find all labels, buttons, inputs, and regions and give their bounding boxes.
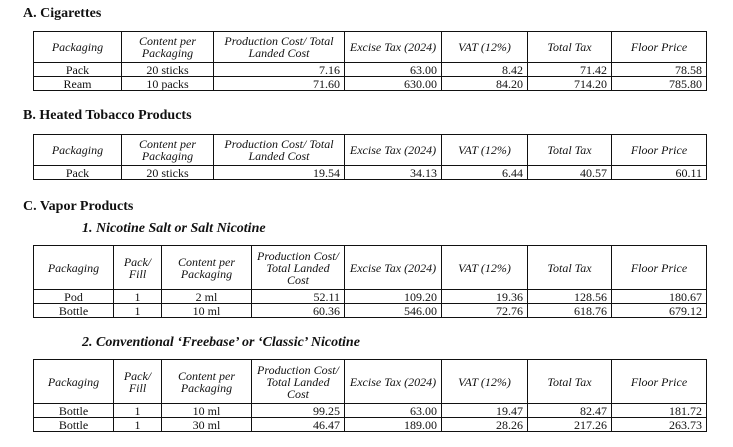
header-production-cost: Production Cost/ Total Landed Cost <box>214 32 345 63</box>
header-content-per-packaging: Content per Packaging <box>162 246 252 290</box>
cell-vat: 6.44 <box>442 166 528 180</box>
header-packaging: Packaging <box>34 360 114 404</box>
header-total-tax: Total Tax <box>528 32 612 63</box>
cell-vat: 84.20 <box>442 77 528 91</box>
table-row <box>34 404 707 418</box>
cell-content: 10 ml <box>162 304 252 318</box>
cell-floor-price: 180.67 <box>612 290 707 304</box>
header-packaging: Packaging <box>34 135 122 166</box>
cell-packaging: Bottle <box>34 304 114 318</box>
cell-vat: 8.42 <box>442 63 528 77</box>
cell-packaging: Pack <box>34 63 122 77</box>
cigarettes-table <box>33 31 707 91</box>
cell-floor-price: 679.12 <box>612 304 707 318</box>
cell-production-cost: 60.36 <box>252 304 345 318</box>
cell-packaging: Ream <box>34 77 122 91</box>
cell-excise-tax: 189.00 <box>345 418 442 432</box>
cell-vat: 28.26 <box>442 418 528 432</box>
cell-pack-fill: 1 <box>114 418 162 432</box>
table-row <box>34 77 707 91</box>
cell-total-tax: 71.42 <box>528 63 612 77</box>
cell-packaging: Bottle <box>34 418 114 432</box>
cell-content: 30 ml <box>162 418 252 432</box>
section-c-heading: C. Vapor Products <box>23 199 134 214</box>
nicotine-salt-table <box>33 245 707 318</box>
table-row <box>34 290 707 304</box>
header-vat: VAT (12%) <box>442 32 528 63</box>
section-b-heading: B. Heated Tobacco Products <box>23 108 192 123</box>
header-content-per-packaging: Content per Packaging <box>122 135 214 166</box>
header-production-cost: Production Cost/ Total Landed Cost <box>252 360 345 404</box>
cell-total-tax: 128.56 <box>528 290 612 304</box>
cell-total-tax: 40.57 <box>528 166 612 180</box>
cell-total-tax: 82.47 <box>528 404 612 418</box>
cell-packaging: Pack <box>34 166 122 180</box>
table-row <box>34 166 707 180</box>
cell-production-cost: 19.54 <box>214 166 345 180</box>
cell-floor-price: 78.58 <box>612 63 707 77</box>
header-floor-price: Floor Price <box>612 32 707 63</box>
subsection-1-heading: 1. Nicotine Salt or Salt Nicotine <box>82 221 266 236</box>
section-a-heading: A. Cigarettes <box>23 6 102 21</box>
header-pack-fill: Pack/ Fill <box>114 360 162 404</box>
cell-excise-tax: 546.00 <box>345 304 442 318</box>
header-excise-tax: Excise Tax (2024) <box>345 246 442 290</box>
table-row <box>34 304 707 318</box>
cell-production-cost: 46.47 <box>252 418 345 432</box>
cell-excise-tax: 109.20 <box>345 290 442 304</box>
cell-floor-price: 785.80 <box>612 77 707 91</box>
subsection-2-heading: 2. Conventional ‘Freebase’ or ‘Classic’ Nicotine <box>82 335 360 350</box>
cell-total-tax: 618.76 <box>528 304 612 318</box>
heated-tobacco-table <box>33 134 707 180</box>
header-floor-price: Floor Price <box>612 135 707 166</box>
cell-vat: 19.47 <box>442 404 528 418</box>
header-production-cost: Production Cost/ Total Landed Cost <box>252 246 345 290</box>
header-production-cost: Production Cost/ Total Landed Cost <box>214 135 345 166</box>
header-total-tax: Total Tax <box>528 246 612 290</box>
header-pack-fill: Pack/ Fill <box>114 246 162 290</box>
header-excise-tax: Excise Tax (2024) <box>345 135 442 166</box>
cell-packaging: Bottle <box>34 404 114 418</box>
cell-content: 10 ml <box>162 404 252 418</box>
header-excise-tax: Excise Tax (2024) <box>345 32 442 63</box>
freebase-nicotine-table <box>33 359 707 432</box>
header-total-tax: Total Tax <box>528 135 612 166</box>
cell-production-cost: 52.11 <box>252 290 345 304</box>
header-vat: VAT (12%) <box>442 360 528 404</box>
header-vat: VAT (12%) <box>442 135 528 166</box>
cell-excise-tax: 63.00 <box>345 404 442 418</box>
cell-total-tax: 217.26 <box>528 418 612 432</box>
header-packaging: Packaging <box>34 32 122 63</box>
cell-excise-tax: 34.13 <box>345 166 442 180</box>
table-row <box>34 418 707 432</box>
cell-excise-tax: 63.00 <box>345 63 442 77</box>
table-row <box>34 63 707 77</box>
cell-floor-price: 263.73 <box>612 418 707 432</box>
cell-content: 20 sticks <box>122 166 214 180</box>
cell-floor-price: 60.11 <box>612 166 707 180</box>
header-total-tax: Total Tax <box>528 360 612 404</box>
cell-pack-fill: 1 <box>114 290 162 304</box>
cell-vat: 19.36 <box>442 290 528 304</box>
cell-content: 2 ml <box>162 290 252 304</box>
header-content-per-packaging: Content per Packaging <box>122 32 214 63</box>
cell-packaging: Pod <box>34 290 114 304</box>
cell-pack-fill: 1 <box>114 304 162 318</box>
cell-total-tax: 714.20 <box>528 77 612 91</box>
header-content-per-packaging: Content per Packaging <box>162 360 252 404</box>
header-floor-price: Floor Price <box>612 360 707 404</box>
header-excise-tax: Excise Tax (2024) <box>345 360 442 404</box>
cell-excise-tax: 630.00 <box>345 77 442 91</box>
cell-content: 20 sticks <box>122 63 214 77</box>
header-vat: VAT (12%) <box>442 246 528 290</box>
header-packaging: Packaging <box>34 246 114 290</box>
cell-floor-price: 181.72 <box>612 404 707 418</box>
header-floor-price: Floor Price <box>612 246 707 290</box>
cell-production-cost: 71.60 <box>214 77 345 91</box>
cell-content: 10 packs <box>122 77 214 91</box>
cell-production-cost: 99.25 <box>252 404 345 418</box>
cell-pack-fill: 1 <box>114 404 162 418</box>
cell-vat: 72.76 <box>442 304 528 318</box>
cell-production-cost: 7.16 <box>214 63 345 77</box>
